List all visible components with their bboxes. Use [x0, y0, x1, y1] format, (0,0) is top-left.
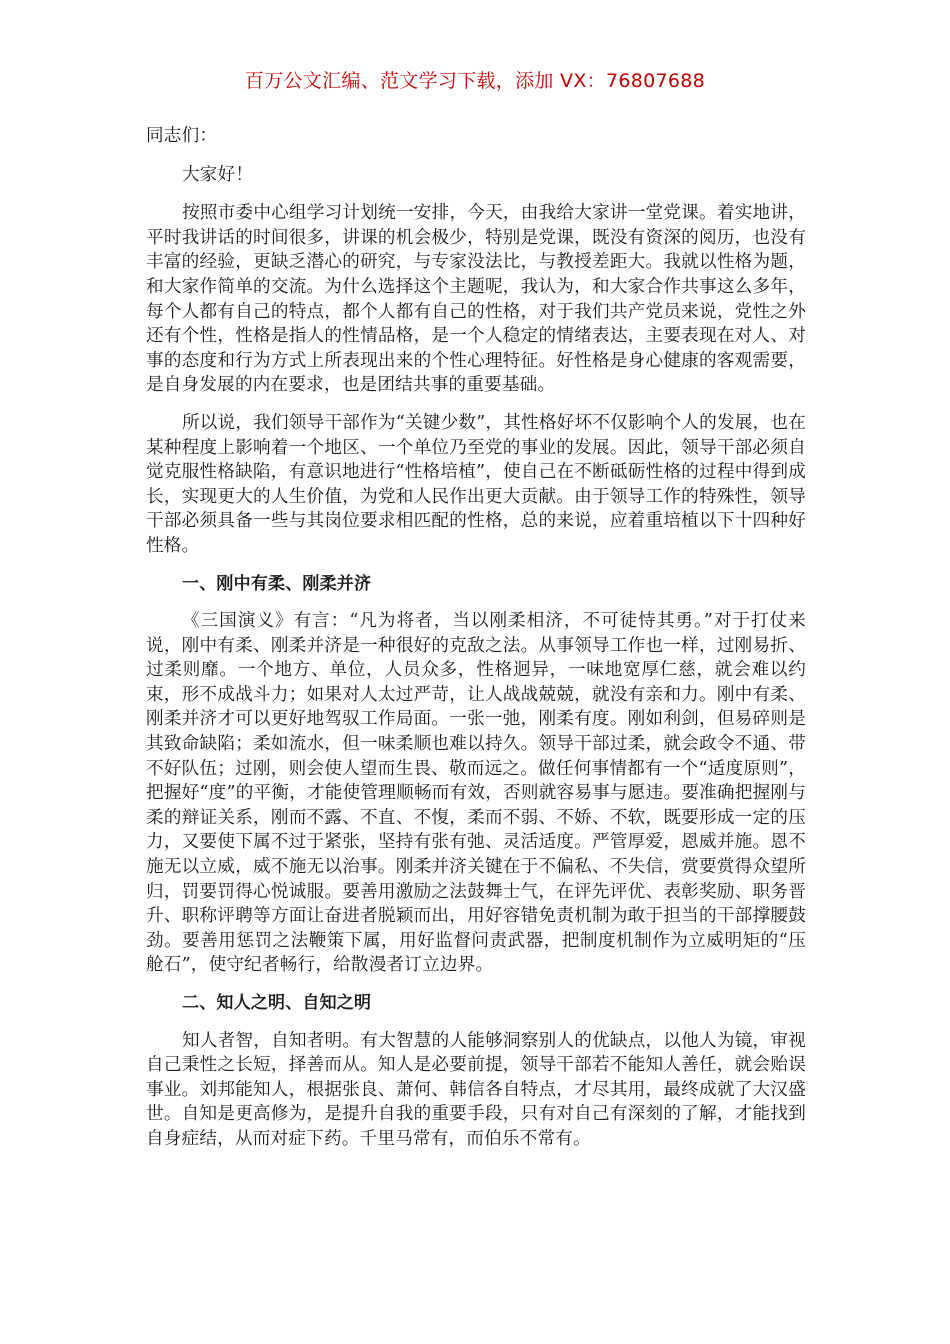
- section-heading: 二、知人之明、自知之明: [182, 993, 372, 1013]
- section-paragraph: 《三国演义》有言：“凡为将者，当以刚柔相济，不可徒恃其勇。”对于打仗来说，刚中有柔、刚柔并济是一种很好的克敌之法。从事领导工作也一样，过刚易折、过柔则靡。一个地方、单位，人员众多，性格迥异，一味地宽厚仁慈，就会难以约束，形不成战斗力；如果对人太过严苛，让人战战兢兢，就没有亲和力。刚中有柔、刚柔并济才可以更好地驾驭工作局面。一张一弛，刚柔有度。刚如利剑，但易碎则是其致命缺陷；柔如流水，但一味柔顺也难以持久。领导干部过柔，就会政令不通、带不好队伍；过刚，则会使人望而生畏、敬而远之。做任何事情都有一个“适度原则”，把握好“度”的平衡，才能使管理顺畅而有效，否则就容易事与愿违。要准确把握刚与柔的辩证关系，刚而不露、不直、不愎，柔而不弱、不娇、不软，既要形成一定的压力，又要使下属不过于紧张，坚持有张有弛、灵活适度。严管厚爱，恩威并施。恩不施无以立威，威不施无以治事。刚柔并济关键在于不偏私、不失信，赏要赏得众望所归，罚要罚得心悦诚服。要善用激励之法鼓舞士气，在评先评优、表彰奖励、职务晋升、职称评聘等方面让奋进者脱颖而出，用好容错免责机制为敢于担当的干部撑腰鼓劲。要善用惩罚之法鞭策下属，用好监督问责武器，把制度机制作为立威明矩的“压舱石”，使守纪者畅行，给散漫者订立边界。: [146, 611, 806, 976]
- salutation: 同志们：: [146, 126, 218, 146]
- greeting: 大家好！: [182, 164, 254, 185]
- intro-paragraph: 所以说，我们领导干部作为“关键少数”，其性格好坏不仅影响个人的发展，也在某种程度上影响着一个地区、一个单位乃至党的事业的发展。因此，领导干部必须自觉克服性格缺陷，有意识地进行“性格培植”，使自己在不断砥砺性格的过程中得到成长，实现更大的人生价值，为党和人民作出更大贡献。由于领导工作的特殊性，领导干部必须具备一些与其岗位要求相匹配的性格，总的来说，应着重培植以下十四种好性格。: [146, 412, 806, 556]
- document-body: [146, 124, 806, 1165]
- section-heading: 一、刚中有柔、刚柔并济: [182, 573, 372, 594]
- header-banner: 百万公文汇编、范文学习下载，添加 VX：76807688: [244, 70, 706, 92]
- section-paragraph: 知人者智，自知者明。有大智慧的人能够洞察别人的优缺点，以他人为镜，审视自己秉性之长短，择善而从。知人是必要前提，领导干部若不能知人善任，就会贻误事业。刘邦能知人，根据张良、萧何、韩信各自特点，才尽其用，最终成就了大汉盛世。自知是更高修为，是提升自我的重要手段，只有对自己有深刻的了解，才能找到自身症结，从而对症下药。千里马常有，而伯乐不常有。: [146, 1030, 806, 1149]
- intro-paragraph: 按照市委中心组学习计划统一安排，今天，由我给大家讲一堂党课。着实地讲，平时我讲话的时间很多，讲课的机会极少，特别是党课，既没有资深的阅历，也没有丰富的经验，更缺乏潜心的研究，与专家没法比，与教授差距大。我就以性格为题，和大家作简单的交流。为什么选择这个主题呢，我认为，和大家合作共事这么多年，每个人都有自己的特点，都个人都有自己的性格，对于我们共产党员来说，党性之外还有个性，性格是指人的性情品格，是一个人稳定的情绪表达，主要表现在对人、对事的态度和行为方式上所表现出来的个性心理特征。好性格是身心健康的客观需要，是自身发展的内在要求，也是团结共事的重要基础。: [146, 203, 806, 396]
